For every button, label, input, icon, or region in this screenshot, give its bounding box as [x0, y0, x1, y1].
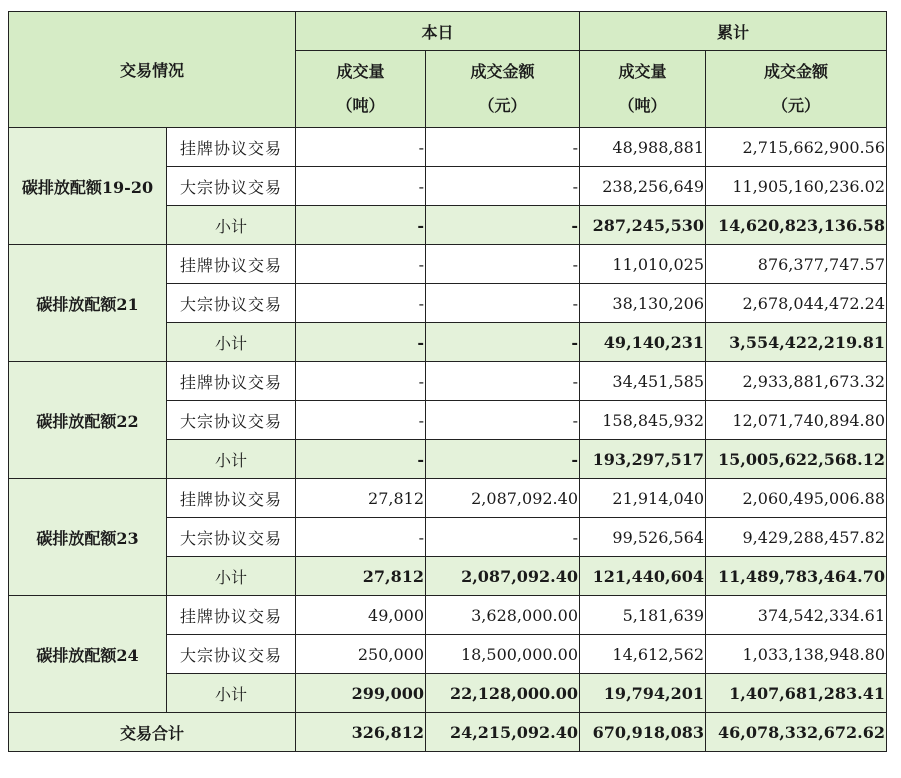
table-body	[9, 12, 887, 752]
cell-cum-amt: 1,033,138,948.80	[706, 635, 887, 674]
quota-group-name: 碳排放配额22	[9, 362, 167, 479]
cell-cum-vol: 34,451,585	[580, 362, 706, 401]
cell-today-amt: -	[426, 245, 580, 284]
cell-today-amt: -	[426, 323, 580, 362]
header-amount-unit: （元）	[478, 96, 527, 115]
trade-type-label: 挂牌协议交易	[167, 245, 296, 284]
table-row	[9, 596, 887, 635]
cell-cum-vol: 99,526,564	[580, 518, 706, 557]
cell-today-amt: -	[426, 206, 580, 245]
grand-total-label: 交易合计	[9, 713, 296, 752]
cell-cum-amt: 2,715,662,900.56	[706, 128, 887, 167]
header-cumulative: 累计	[580, 12, 887, 51]
subtotal-label: 小计	[167, 674, 296, 713]
table-row	[9, 128, 887, 167]
cell-today-vol: 27,812	[296, 479, 426, 518]
subtotal-label: 小计	[167, 206, 296, 245]
cell-today-amt: 3,628,000.00	[426, 596, 580, 635]
cell-today-amt: -	[426, 284, 580, 323]
quota-group-name: 碳排放配额24	[9, 596, 167, 713]
cell-cum-vol: 193,297,517	[580, 440, 706, 479]
cell-cum-amt: 3,554,422,219.81	[706, 323, 887, 362]
cell-today-vol: 49,000	[296, 596, 426, 635]
quota-group-name: 碳排放配额19-20	[9, 128, 167, 245]
cell-today-vol: -	[296, 401, 426, 440]
carbon-trading-table	[8, 11, 887, 752]
cell-cum-amt: 2,678,044,472.24	[706, 284, 887, 323]
header-amount-label: 成交金额	[763, 62, 828, 81]
cell-cum-amt: 9,429,288,457.82	[706, 518, 887, 557]
trade-type-label: 挂牌协议交易	[167, 362, 296, 401]
trade-type-label: 挂牌协议交易	[167, 128, 296, 167]
cell-cum-vol: 5,181,639	[580, 596, 706, 635]
cell-today-amt: 22,128,000.00	[426, 674, 580, 713]
cell-today-vol: -	[296, 362, 426, 401]
cell-today-vol: -	[296, 518, 426, 557]
header-volume-label: 成交量	[618, 62, 667, 81]
total-today-vol: 326,812	[296, 713, 426, 752]
grand-total-row	[9, 713, 887, 752]
table-row	[9, 479, 887, 518]
cell-cum-amt: 2,933,881,673.32	[706, 362, 887, 401]
cell-today-amt: 2,087,092.40	[426, 557, 580, 596]
table-row	[9, 362, 887, 401]
header-trade-info: 交易情况	[9, 12, 296, 128]
cell-today-vol: -	[296, 206, 426, 245]
cell-today-vol: -	[296, 323, 426, 362]
cell-today-vol: -	[296, 128, 426, 167]
subtotal-label: 小计	[167, 323, 296, 362]
total-cum-vol: 670,918,083	[580, 713, 706, 752]
header-today-amount	[426, 51, 580, 128]
cell-today-amt: -	[426, 128, 580, 167]
cell-today-vol: -	[296, 284, 426, 323]
cell-cum-vol: 21,914,040	[580, 479, 706, 518]
cell-cum-amt: 876,377,747.57	[706, 245, 887, 284]
subtotal-label: 小计	[167, 557, 296, 596]
header-cum-amount	[706, 51, 887, 128]
cell-today-vol: -	[296, 245, 426, 284]
cell-cum-vol: 11,010,025	[580, 245, 706, 284]
header-volume-unit: （吨）	[618, 96, 667, 115]
total-cum-amt: 46,078,332,672.62	[706, 713, 887, 752]
cell-cum-amt: 11,489,783,464.70	[706, 557, 887, 596]
cell-cum-vol: 14,612,562	[580, 635, 706, 674]
total-today-amt: 24,215,092.40	[426, 713, 580, 752]
cell-today-vol: -	[296, 440, 426, 479]
header-amount-unit: （元）	[771, 96, 820, 115]
cell-today-vol: 250,000	[296, 635, 426, 674]
quota-group-name: 碳排放配额21	[9, 245, 167, 362]
cell-cum-amt: 15,005,622,568.12	[706, 440, 887, 479]
cell-today-amt: -	[426, 401, 580, 440]
header-volume-label: 成交量	[336, 62, 385, 81]
header-amount-label: 成交金额	[470, 62, 535, 81]
cell-cum-amt: 374,542,334.61	[706, 596, 887, 635]
trade-type-label: 挂牌协议交易	[167, 479, 296, 518]
table-row	[9, 245, 887, 284]
cell-cum-amt: 11,905,160,236.02	[706, 167, 887, 206]
subtotal-label: 小计	[167, 440, 296, 479]
trade-type-label: 挂牌协议交易	[167, 596, 296, 635]
cell-today-amt: 18,500,000.00	[426, 635, 580, 674]
cell-cum-amt: 12,071,740,894.80	[706, 401, 887, 440]
cell-cum-vol: 158,845,932	[580, 401, 706, 440]
trade-type-label: 大宗协议交易	[167, 284, 296, 323]
header-cum-volume	[580, 51, 706, 128]
cell-cum-amt: 1,407,681,283.41	[706, 674, 887, 713]
cell-cum-amt: 2,060,495,006.88	[706, 479, 887, 518]
trade-type-label: 大宗协议交易	[167, 167, 296, 206]
cell-cum-vol: 19,794,201	[580, 674, 706, 713]
cell-today-vol: -	[296, 167, 426, 206]
trade-type-label: 大宗协议交易	[167, 518, 296, 557]
cell-cum-vol: 49,140,231	[580, 323, 706, 362]
cell-today-amt: -	[426, 362, 580, 401]
cell-cum-amt: 14,620,823,136.58	[706, 206, 887, 245]
cell-today-amt: -	[426, 167, 580, 206]
cell-today-amt: -	[426, 518, 580, 557]
cell-cum-vol: 287,245,530	[580, 206, 706, 245]
cell-cum-vol: 121,440,604	[580, 557, 706, 596]
cell-cum-vol: 238,256,649	[580, 167, 706, 206]
header-today-volume	[296, 51, 426, 128]
trade-type-label: 大宗协议交易	[167, 635, 296, 674]
cell-cum-vol: 38,130,206	[580, 284, 706, 323]
cell-today-amt: -	[426, 440, 580, 479]
header-volume-unit: （吨）	[336, 96, 385, 115]
cell-today-amt: 2,087,092.40	[426, 479, 580, 518]
trade-type-label: 大宗协议交易	[167, 401, 296, 440]
header-today: 本日	[296, 12, 580, 51]
quota-group-name: 碳排放配额23	[9, 479, 167, 596]
cell-cum-vol: 48,988,881	[580, 128, 706, 167]
cell-today-vol: 299,000	[296, 674, 426, 713]
cell-today-vol: 27,812	[296, 557, 426, 596]
